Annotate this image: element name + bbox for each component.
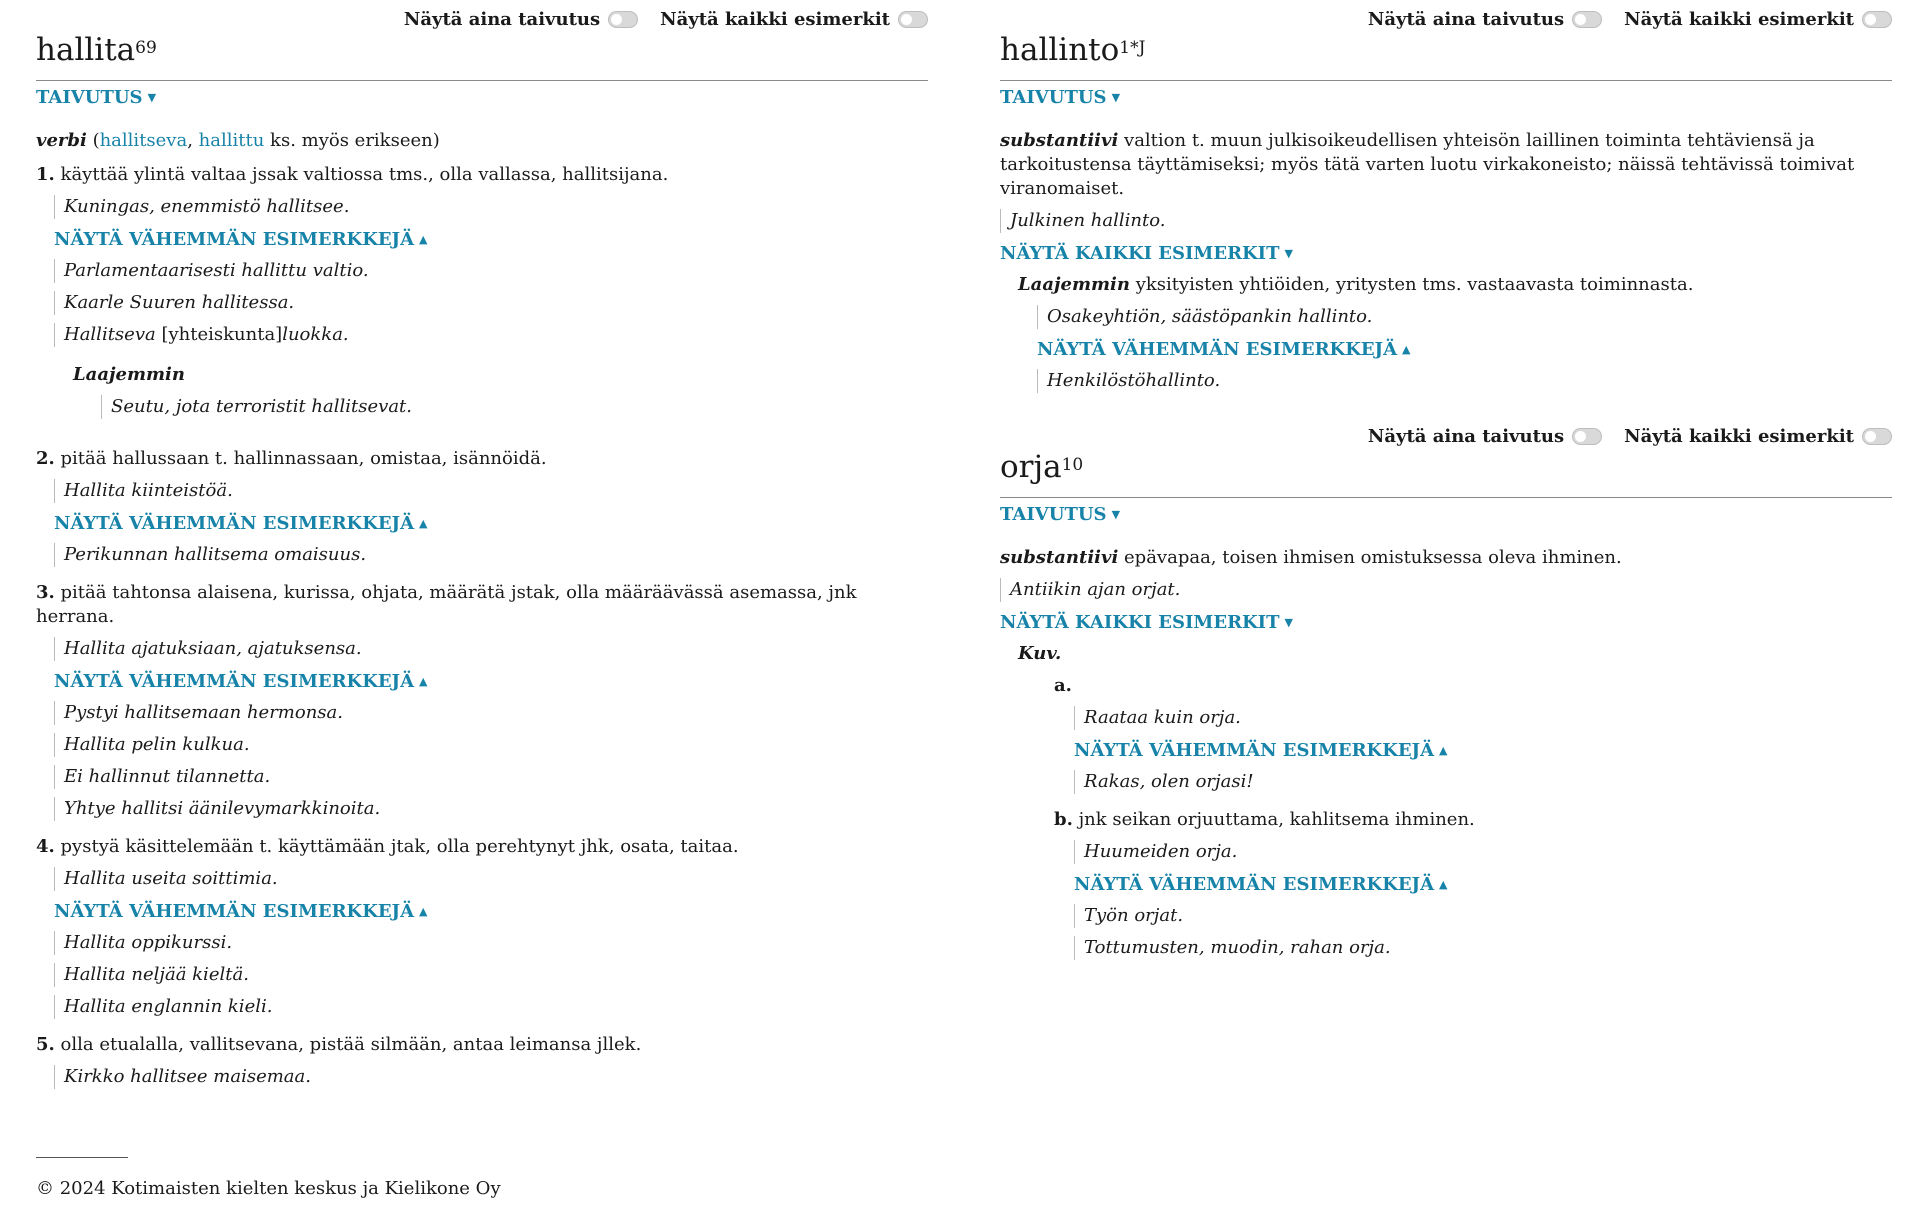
taivutus-link[interactable] xyxy=(1000,85,1892,111)
example: Kirkko hallitsee maisemaa. xyxy=(54,1065,928,1089)
example: Hallita ajatuksiaan, ajatuksensa. xyxy=(54,637,928,661)
sub-sense xyxy=(1018,273,1892,297)
sense-3 xyxy=(36,581,928,629)
taivutus-link[interactable] xyxy=(1000,502,1892,528)
toggle-all-examples[interactable] xyxy=(660,9,928,30)
example: Hallita neljää kieltä. xyxy=(54,963,928,987)
caret-up-icon: ▲ xyxy=(1439,878,1448,891)
caret-down-icon: ▼ xyxy=(1284,247,1293,260)
example: Kaarle Suuren hallitessa. xyxy=(54,291,928,315)
sense-definition: pitää tahtonsa alaisena, kurissa, ohjata, määrätä jstak, olla määräävässä asemassa, jnk herrana. xyxy=(36,582,857,627)
example: Julkinen hallinto. xyxy=(1000,209,1892,233)
example-part: [yhteiskunta] xyxy=(161,324,283,345)
part-of-speech: verbi xyxy=(36,130,87,151)
show-less-link[interactable] xyxy=(1074,740,1892,762)
caret-up-icon: ▲ xyxy=(419,233,428,246)
caret-up-icon: ▲ xyxy=(419,675,428,688)
example: Työn orjat. xyxy=(1074,904,1892,928)
example: Perikunnan hallitsema omaisuus. xyxy=(54,543,928,567)
sense-number: 2. xyxy=(36,448,55,469)
headword-text: orja xyxy=(1000,449,1062,485)
caret-down-icon: ▼ xyxy=(1111,91,1121,104)
sense-definition: käyttää ylintä valtaa jssak valtiossa tms., olla vallassa, hallitsijana. xyxy=(60,164,669,185)
show-less-label[interactable]: NÄYTÄ VÄHEMMÄN ESIMERKKEJÄ xyxy=(1037,339,1398,360)
headword-text: hallinto xyxy=(1000,32,1120,68)
sense-definition: olla etualalla, vallitsevana, pistää silmään, antaa leimansa jllek. xyxy=(60,1034,642,1055)
example: Hallita useita soittimia. xyxy=(54,867,928,891)
taivutus-label[interactable]: TAIVUTUS xyxy=(1000,87,1107,108)
toggle-switch[interactable] xyxy=(1572,11,1602,28)
example: Osakeyhtiön, säästöpankin hallinto. xyxy=(1037,305,1892,329)
definition xyxy=(1000,546,1892,570)
show-all-link[interactable] xyxy=(1000,612,1892,634)
definition xyxy=(1000,129,1892,201)
show-less-link[interactable] xyxy=(1037,339,1892,361)
example: Seutu, jota terroristit hallitsevat. xyxy=(101,395,928,419)
headword xyxy=(1000,32,1892,68)
entry-hallinto xyxy=(1000,0,1892,393)
sub-sense-definition: jnk seikan orjuuttama, kahlitsema ihminen. xyxy=(1078,809,1475,830)
entry-hallita xyxy=(36,0,928,1089)
toggle-label: Näytä kaikki esimerkit xyxy=(660,8,890,30)
sense-number: 1. xyxy=(36,164,55,185)
example: Hallita oppikurssi. xyxy=(54,931,928,955)
entries-right xyxy=(1000,0,1892,960)
toggle-switch[interactable] xyxy=(1862,428,1892,445)
example: Hallita englannin kieli. xyxy=(54,995,928,1019)
caret-down-icon: ▼ xyxy=(1284,616,1293,629)
divider xyxy=(1000,80,1892,81)
show-less-label[interactable]: NÄYTÄ VÄHEMMÄN ESIMERKKEJÄ xyxy=(54,229,415,250)
show-all-label[interactable]: NÄYTÄ KAIKKI ESIMERKIT xyxy=(1000,612,1280,633)
part-of-speech: substantiivi xyxy=(1000,547,1119,568)
sense-number: 4. xyxy=(36,836,55,857)
footer-divider xyxy=(36,1157,128,1158)
show-all-label[interactable]: NÄYTÄ KAIKKI ESIMERKIT xyxy=(1000,243,1280,264)
show-less-label[interactable]: NÄYTÄ VÄHEMMÄN ESIMERKKEJÄ xyxy=(54,671,415,692)
example: Hallita kiinteistöä. xyxy=(54,479,928,503)
example: Pystyi hallitsemaan hermonsa. xyxy=(54,701,928,725)
show-less-link[interactable] xyxy=(54,229,928,251)
example-part: Hallitseva xyxy=(64,324,162,345)
headword xyxy=(36,32,928,68)
inflection-class: 1*J xyxy=(1119,38,1146,58)
sense-2 xyxy=(36,447,928,471)
sense-number: 5. xyxy=(36,1034,55,1055)
show-less-label[interactable]: NÄYTÄ VÄHEMMÄN ESIMERKKEJÄ xyxy=(1074,874,1435,895)
sub-sense-label: Laajemmin xyxy=(1018,274,1130,295)
sub-sense-b-label: b. xyxy=(1054,809,1073,830)
toggle-label: Näytä kaikki esimerkit xyxy=(1624,8,1854,30)
example: Ei hallinnut tilannetta. xyxy=(54,765,928,789)
sense-1 xyxy=(36,163,928,187)
show-less-link[interactable] xyxy=(54,901,928,923)
paren: ( xyxy=(92,130,100,151)
headword-text: hallita xyxy=(36,32,136,68)
definition-text: epävapaa, toisen ihmisen omistuksessa oleva ihminen. xyxy=(1118,547,1622,568)
show-less-label[interactable]: NÄYTÄ VÄHEMMÄN ESIMERKKEJÄ xyxy=(54,513,415,534)
example: Antiikin ajan orjat. xyxy=(1000,578,1892,602)
show-less-link[interactable] xyxy=(1074,874,1892,896)
definition-text: valtion t. muun julkisoikeudellisen yhteisön laillinen toiminta tehtäviensä ja tarkoitustensa täyttämiseksi; myös tätä varten luotu virkakoneisto; näissä tehtävissä toimivat viranomaiset. xyxy=(1000,130,1855,199)
show-less-label[interactable]: NÄYTÄ VÄHEMMÄN ESIMERKKEJÄ xyxy=(1074,740,1435,761)
toggle-always-inflection[interactable] xyxy=(1368,9,1602,30)
divider xyxy=(1000,497,1892,498)
example: Rakas, olen orjasi! xyxy=(1074,770,1892,794)
example: Hallita pelin kulkua. xyxy=(54,733,928,757)
copyright: © 2024 Kotimaisten kielten keskus ja Kielikone Oy xyxy=(36,1178,501,1199)
sub-sense-label: Laajemmin xyxy=(73,364,185,385)
show-less-link[interactable] xyxy=(54,513,928,535)
caret-up-icon: ▲ xyxy=(1402,343,1411,356)
divider xyxy=(36,80,928,81)
example-part: luokka. xyxy=(282,324,349,345)
pos-line xyxy=(36,129,928,153)
related-link-hallittu[interactable]: hallittu xyxy=(198,130,265,151)
toggle-label: Näytä aina taivutus xyxy=(1367,425,1565,447)
paren-rest: ks. myös erikseen) xyxy=(264,130,440,151)
example xyxy=(54,323,928,347)
sense-5 xyxy=(36,1033,928,1057)
taivutus-label[interactable]: TAIVUTUS xyxy=(1000,504,1107,525)
toggle-label: Näytä kaikki esimerkit xyxy=(1624,425,1854,447)
toggle-switch[interactable] xyxy=(898,11,928,28)
example: Huumeiden orja. xyxy=(1074,840,1892,864)
example: Raataa kuin orja. xyxy=(1074,706,1892,730)
show-all-link[interactable] xyxy=(1000,243,1892,265)
inflection-class: 69 xyxy=(135,38,157,58)
toggle-switch[interactable] xyxy=(1862,11,1892,28)
entry-orja xyxy=(1000,417,1892,960)
caret-down-icon: ▼ xyxy=(147,91,157,104)
toggle-always-inflection[interactable] xyxy=(404,9,638,30)
toggle-switch[interactable] xyxy=(1572,428,1602,445)
example: Kuningas, enemmistö hallitsee. xyxy=(54,195,928,219)
toggle-label: Näytä aina taivutus xyxy=(1367,8,1565,30)
inflection-class: 10 xyxy=(1061,455,1084,475)
sub-sense-b xyxy=(1054,808,1892,832)
example: Henkilöstöhallinto. xyxy=(1037,369,1892,393)
sense-definition: pystyä käsittelemään t. käyttämään jtak, olla perehtynyt jhk, osata, taitaa. xyxy=(60,836,739,857)
example: Yhtye hallitsi äänilevymarkkinoita. xyxy=(54,797,928,821)
show-less-link[interactable] xyxy=(54,671,928,693)
comma: , xyxy=(187,130,199,151)
caret-down-icon: ▼ xyxy=(1111,508,1121,521)
toggle-all-examples[interactable] xyxy=(1624,426,1892,447)
caret-up-icon: ▲ xyxy=(419,517,428,530)
show-less-label[interactable]: NÄYTÄ VÄHEMMÄN ESIMERKKEJÄ xyxy=(54,901,415,922)
related-link-hallitseva[interactable]: hallitseva xyxy=(99,130,188,151)
caret-up-icon: ▲ xyxy=(419,905,428,918)
toggle-label: Näytä aina taivutus xyxy=(403,8,601,30)
toggle-all-examples[interactable] xyxy=(1624,9,1892,30)
caret-up-icon: ▲ xyxy=(1439,744,1448,757)
sense-4 xyxy=(36,835,928,859)
part-of-speech: substantiivi xyxy=(1000,130,1119,151)
example: Tottumusten, muodin, rahan orja. xyxy=(1074,936,1892,960)
taivutus-label[interactable]: TAIVUTUS xyxy=(36,87,143,108)
taivutus-link[interactable] xyxy=(36,85,928,111)
toggle-switch[interactable] xyxy=(608,11,638,28)
example: Parlamentaarisesti hallittu valtio. xyxy=(54,259,928,283)
headword xyxy=(1000,449,1892,485)
sense-definition: pitää hallussaan t. hallinnassaan, omistaa, isännöidä. xyxy=(60,448,547,469)
sub-sense-definition: yksityisten yhtiöiden, yritysten tms. vastaavasta toiminnasta. xyxy=(1129,274,1694,295)
sense-number: 3. xyxy=(36,582,55,603)
sub-sense-a-label: a. xyxy=(1054,675,1072,696)
figurative-label: Kuv. xyxy=(1018,643,1062,664)
toggle-always-inflection[interactable] xyxy=(1368,426,1602,447)
